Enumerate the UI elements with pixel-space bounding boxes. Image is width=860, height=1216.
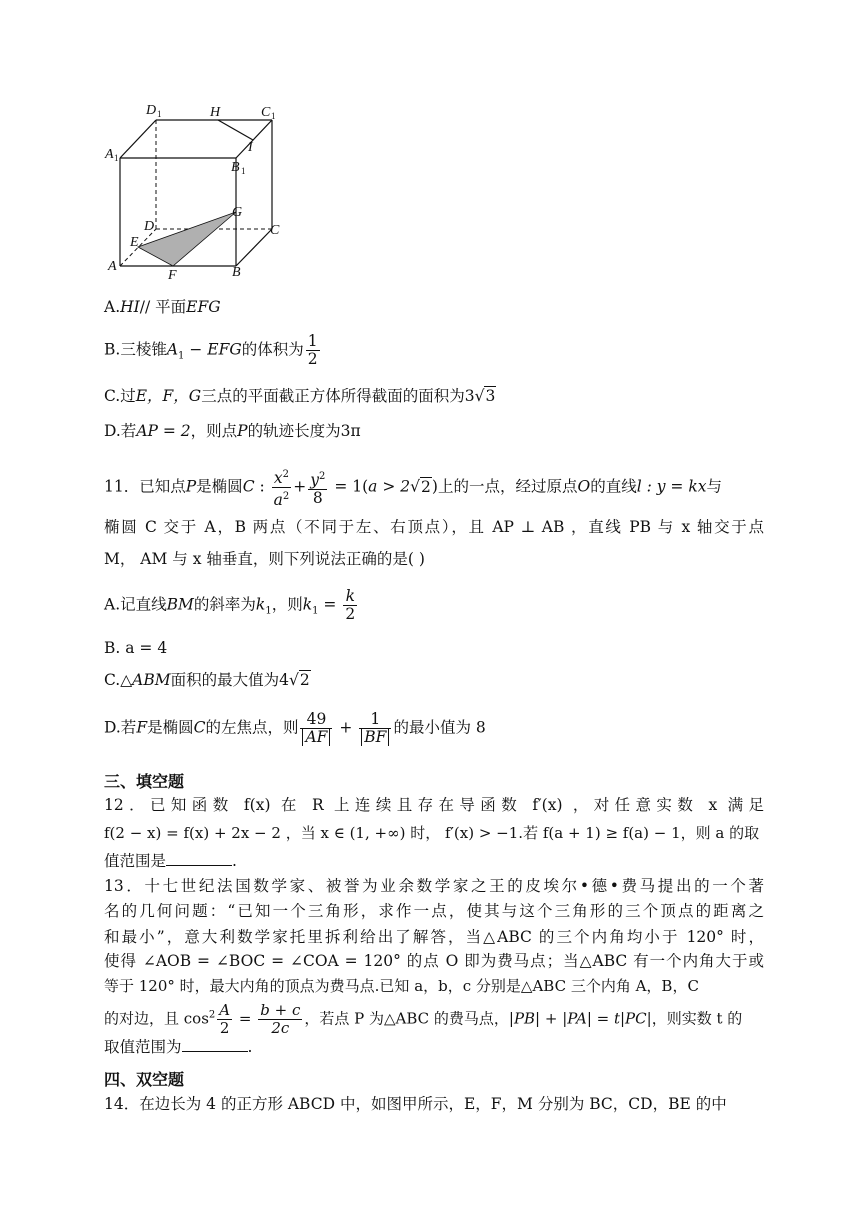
answer-blank-q12[interactable] <box>166 851 232 866</box>
q13-line-4: 使得 ∠AOB = ∠BOC = ∠COA = 120° 的点 O 即为费马点；当△ABC 有一个内角大于或 <box>104 952 764 970</box>
q10-option-d: D.若AP = 2，则点P的轨迹长度为3π <box>104 422 361 440</box>
answer-blank-q13[interactable] <box>182 1037 248 1052</box>
q10-option-b: B.三棱锥$A_1$ − EFG的体积为 $\frac{1}{2}$ <box>104 332 318 368</box>
q11-option-c: C.△ABM面积的最大值为4√2 <box>104 671 310 689</box>
cube-figure <box>100 96 300 286</box>
q12-line-2: f(2 − x) = f(x) + 2x − 2 ，当 x ∈ (1, +∞) 时， f′(x) > −1.若 f(a + 1) ≥ f(a) − 1，则 a 的取 <box>104 824 760 842</box>
label-a: A <box>108 259 117 274</box>
q10-option-c: C.过E，F，G三点的平面截正方体所得截面的面积为3√3 <box>104 387 496 405</box>
label-e: E <box>130 235 139 250</box>
label-c1: C <box>261 105 271 120</box>
q13-line-3: 和最小”，意大利数学家托里拆利给出了解答，当△ABC 的三个内角均小于 120° 时， <box>104 928 764 946</box>
q13-line-1: 13．十七世纪法国数学家、被誉为业余数学家之王的皮埃尔•德•费马提出的一个著 <box>104 877 764 895</box>
section-fill-in-blank: 三、填空题 <box>104 772 185 791</box>
label-d1: D <box>146 103 157 118</box>
fraction-one-half: $\frac{1}{2}$ <box>307 332 318 368</box>
q11-line-1: 11．已知点P是椭圆C : $\frac{x^2}{a^2}$ + $\frac{y^2}{8}$ = 1(a > 2√2)上的一点，经过原点O的直线l : y = kx与 <box>104 466 764 509</box>
q12-line-1: 12．已知函数 f(x) 在 R 上连续且存在导函数 f′(x) ，对任意实数 x 满足 <box>104 796 764 814</box>
label-a1: A <box>105 147 114 162</box>
q11-option-d: D.若F是椭圆C的左焦点，则 $\frac{49}{AF}$ + $\frac{1}{BF}$ 的最小值为 8 <box>104 710 486 746</box>
label-c: C <box>270 223 280 238</box>
label-b1: B <box>231 160 240 175</box>
q11-line-2: 椭圆 C 交于 A，B 两点（不同于左、右顶点），且 AP ⊥ AB ，直线 PB 与 x 轴交于点 <box>104 518 764 536</box>
q13-line-6: 的对边，且 $\cos^2$ $\frac{A}{2}$ = $\frac{b + c}{2c}$ ，若点 P 为△ABC 的费马点，|PB| + |PA| = t|PC|，则实数 t 的 <box>104 1001 743 1037</box>
q11-option-a: A.记直线BM的斜率为$k_1$，则$k_1$ = $\frac{k}{2}$ <box>104 587 356 623</box>
svg-text:1: 1 <box>271 111 276 121</box>
svg-text:1: 1 <box>157 109 162 119</box>
label-d: D <box>144 219 155 234</box>
q13-line-2: 名的几何问题：“已知一个三角形，求作一点，使其与这个三角形的三个顶点的距离之 <box>104 902 764 920</box>
q10-option-a: A.HI// 平面EFG <box>104 298 221 316</box>
q11-line-3: M， AM 与 x 轴垂直，则下列说法正确的是( ) <box>104 550 425 568</box>
svg-text:1: 1 <box>241 166 246 176</box>
label-i: I <box>248 140 253 155</box>
label-b: B <box>232 265 241 280</box>
q12-line-3: 值范围是 . <box>104 852 237 870</box>
label-g: G <box>232 205 243 220</box>
q14-line-1: 14．在边长为 4 的正方形 ABCD 中，如图甲所示，E，F，M 分别为 BC，CD，BE 的中 <box>104 1095 727 1113</box>
q11-option-b: B. a = 4 <box>104 639 168 657</box>
label-h: H <box>210 105 221 120</box>
q13-line-7: 取值范围为 . <box>104 1038 253 1056</box>
svg-text:1: 1 <box>114 153 119 163</box>
section-double-blank: 四、双空题 <box>104 1070 185 1089</box>
label-f: F <box>168 268 177 283</box>
q13-line-5: 等于 120° 时，最大内角的顶点为费马点.已知 a，b，c 分别是△ABC 三个内角 A，B，C <box>104 977 699 995</box>
